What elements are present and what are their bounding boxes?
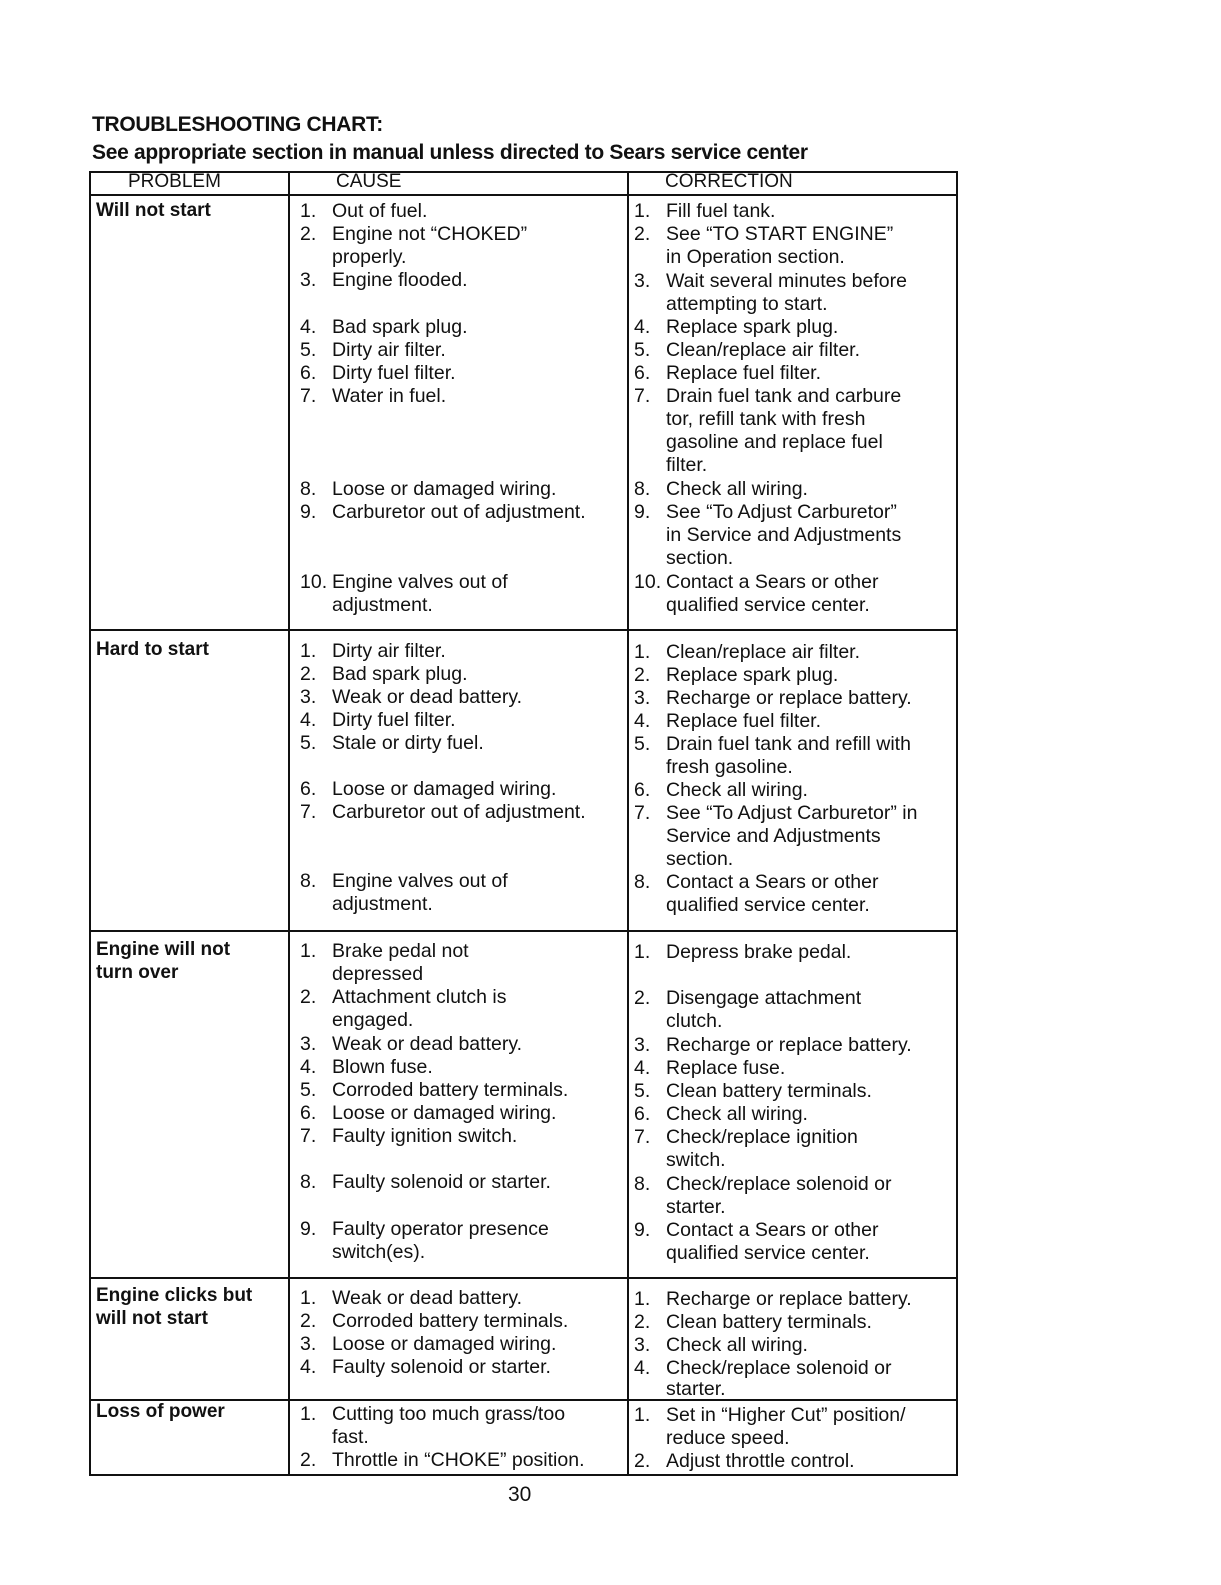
item-text: Replace fuel filter. (666, 362, 822, 384)
item-number: 2. (300, 1310, 317, 1332)
problem-label-continuation: will not start (96, 1308, 208, 1329)
item-number: 1. (634, 1288, 651, 1310)
item-number: 6. (634, 362, 651, 384)
item-text: Check/replace solenoid or (666, 1357, 892, 1379)
item-number: 9. (634, 1219, 651, 1241)
item-text: Check all wiring. (666, 1334, 808, 1356)
item-text: starter. (666, 1196, 726, 1218)
item-number: 3. (300, 269, 317, 291)
item-number: 1. (300, 200, 317, 222)
item-text: Dirty air filter. (332, 640, 446, 662)
item-text: Drain fuel tank and carbure (666, 385, 902, 407)
item-number: 2. (300, 663, 317, 685)
item-text: Faulty ignition switch. (332, 1125, 518, 1147)
row-divider (89, 930, 958, 932)
item-number: 2. (300, 223, 317, 245)
item-text: Bad spark plug. (332, 663, 468, 685)
item-number: 1. (634, 641, 651, 663)
item-text: in Service and Adjustments (666, 524, 902, 546)
item-text: Water in fuel. (332, 385, 447, 407)
item-number: 3. (634, 1034, 651, 1056)
item-text: Out of fuel. (332, 200, 428, 222)
item-text: Set in “Higher Cut” position/ (666, 1404, 906, 1426)
item-number: 2. (300, 986, 317, 1008)
item-text: Disengage attachment (666, 987, 862, 1009)
item-number: 8. (634, 478, 651, 500)
item-number: 9. (634, 501, 651, 523)
item-text: Contact a Sears or other (666, 871, 879, 893)
item-number: 5. (300, 339, 317, 361)
item-number: 7. (634, 385, 651, 407)
page-number: 30 (508, 1483, 532, 1506)
item-text: Drain fuel tank and refill with (666, 733, 911, 755)
item-text: Recharge or replace battery. (666, 1034, 912, 1056)
item-text: Replace fuse. (666, 1057, 786, 1079)
item-number: 10. (300, 571, 328, 593)
item-text: Engine valves out of (332, 571, 508, 593)
item-text: Engine not “CHOKED” (332, 223, 528, 245)
item-text: engaged. (332, 1009, 414, 1031)
item-number: 1. (300, 940, 317, 962)
item-text: Carburetor out of adjustment. (332, 501, 586, 523)
item-number: 4. (300, 316, 317, 338)
item-text: qualified service center. (666, 894, 870, 916)
item-number: 5. (634, 733, 651, 755)
item-text: gasoline and replace fuel (666, 431, 883, 453)
item-text: clutch. (666, 1010, 723, 1032)
item-text: Replace spark plug. (666, 316, 839, 338)
item-number: 6. (634, 1103, 651, 1125)
item-text: Service and Adjustments (666, 825, 881, 847)
item-text: Check all wiring. (666, 478, 808, 500)
item-text: Adjust throttle control. (666, 1450, 855, 1472)
item-text: Weak or dead battery. (332, 686, 523, 708)
item-number: 3. (300, 1333, 317, 1355)
item-text: See “To Adjust Carburetor” (666, 501, 897, 523)
problem-label: Loss of power (96, 1401, 225, 1422)
item-text: in Operation section. (666, 246, 845, 268)
item-number: 7. (300, 385, 317, 407)
item-number: 8. (300, 1171, 317, 1193)
item-number: 4. (634, 1357, 651, 1379)
item-text: Throttle in “CHOKE” position. (332, 1449, 585, 1471)
item-number: 6. (300, 362, 317, 384)
item-number: 2. (634, 223, 651, 245)
item-text: Attachment clutch is (332, 986, 507, 1008)
item-number: 4. (300, 709, 317, 731)
item-text: Faulty solenoid or starter. (332, 1171, 551, 1193)
item-text: switch. (666, 1149, 726, 1171)
item-number: 6. (300, 778, 317, 800)
item-text: Depress brake pedal. (666, 941, 852, 963)
item-text: Bad spark plug. (332, 316, 468, 338)
item-number: 8. (300, 478, 317, 500)
item-number: 7. (634, 802, 651, 824)
item-text: Replace spark plug. (666, 664, 839, 686)
item-number: 5. (300, 732, 317, 754)
item-text: adjustment. (332, 594, 433, 616)
item-number: 3. (634, 1334, 651, 1356)
item-text: Dirty air filter. (332, 339, 446, 361)
item-number: 2. (634, 1311, 651, 1333)
item-text: Weak or dead battery. (332, 1033, 523, 1055)
item-number: 7. (634, 1126, 651, 1148)
item-number: 3. (634, 270, 651, 292)
item-number: 8. (300, 870, 317, 892)
chart-subtitle: See appropriate section in manual unless directed to Sears service center (92, 141, 808, 164)
item-text: Corroded battery terminals. (332, 1310, 569, 1332)
item-text: Check/replace solenoid or (666, 1173, 892, 1195)
item-text: Dirty fuel filter. (332, 362, 456, 384)
item-text: Check/replace ignition (666, 1126, 858, 1148)
item-number: 9. (300, 1218, 317, 1240)
item-text: Dirty fuel filter. (332, 709, 456, 731)
item-number: 4. (300, 1056, 317, 1078)
item-text: qualified service center. (666, 594, 870, 616)
item-text: reduce speed. (666, 1427, 790, 1449)
item-number: 1. (634, 1404, 651, 1426)
column-header-cause: CAUSE (336, 171, 402, 192)
item-number: 6. (300, 1102, 317, 1124)
item-number: 4. (300, 1356, 317, 1378)
item-number: 2. (634, 1450, 651, 1472)
item-text: Contact a Sears or other (666, 1219, 879, 1241)
column-header-correction: CORRECTION (665, 171, 793, 192)
item-number: 8. (634, 871, 651, 893)
item-text: Carburetor out of adjustment. (332, 801, 586, 823)
item-number: 7. (300, 801, 317, 823)
item-text: Recharge or replace battery. (666, 687, 912, 709)
item-number: 2. (300, 1449, 317, 1471)
item-text: Clean/replace air filter. (666, 641, 861, 663)
problem-label: Engine will not (96, 939, 231, 960)
item-number: 8. (634, 1173, 651, 1195)
problem-label: Will not start (96, 200, 211, 221)
item-number: 5. (634, 339, 651, 361)
item-text: Brake pedal not (332, 940, 469, 962)
item-text: Cutting too much grass/too (332, 1403, 566, 1425)
item-text: Fill fuel tank. (666, 200, 776, 222)
item-text: Engine valves out of (332, 870, 508, 892)
item-text: Check all wiring. (666, 779, 808, 801)
item-text: Engine flooded. (332, 269, 468, 291)
row-divider (89, 629, 958, 631)
item-text: tor, refill tank with fresh (666, 408, 866, 430)
item-number: 2. (634, 664, 651, 686)
item-text: Blown fuse. (332, 1056, 433, 1078)
item-number: 1. (300, 1287, 317, 1309)
item-text: fresh gasoline. (666, 756, 793, 778)
item-text: Stale or dirty fuel. (332, 732, 484, 754)
item-text: attempting to start. (666, 293, 828, 315)
item-number: 4. (634, 1057, 651, 1079)
item-text: adjustment. (332, 893, 433, 915)
item-text: properly. (332, 246, 407, 268)
item-number: 1. (300, 1403, 317, 1425)
item-text: Clean battery terminals. (666, 1080, 872, 1102)
item-text: Clean battery terminals. (666, 1311, 872, 1333)
problem-label: Engine clicks but (96, 1285, 253, 1306)
item-text: Loose or damaged wiring. (332, 478, 557, 500)
item-text: Faulty solenoid or starter. (332, 1356, 551, 1378)
item-text: depressed (332, 963, 424, 985)
item-text: Check all wiring. (666, 1103, 808, 1125)
item-text: filter. (666, 454, 708, 476)
item-text: Clean/replace air filter. (666, 339, 861, 361)
chart-title: TROUBLESHOOTING CHART: (92, 113, 383, 136)
item-number: 6. (634, 779, 651, 801)
table-bottom-border (89, 1474, 958, 1476)
item-number: 7. (300, 1125, 317, 1147)
problem-label-continuation: turn over (96, 962, 179, 983)
item-number: 3. (300, 686, 317, 708)
item-number: 10. (634, 571, 662, 593)
item-text: Contact a Sears or other (666, 571, 879, 593)
item-number: 9. (300, 501, 317, 523)
item-number: 1. (634, 941, 651, 963)
header-underline (89, 194, 958, 196)
item-number: 1. (634, 200, 651, 222)
item-text: Loose or damaged wiring. (332, 1333, 557, 1355)
item-number: 3. (300, 1033, 317, 1055)
item-text: section. (666, 547, 734, 569)
item-text: Replace fuel filter. (666, 710, 822, 732)
item-text: starter. (666, 1378, 726, 1400)
item-number: 5. (634, 1080, 651, 1102)
problem-label: Hard to start (96, 639, 209, 660)
item-text: See “To Adjust Carburetor” in (666, 802, 918, 824)
item-text: Loose or damaged wiring. (332, 1102, 557, 1124)
item-text: Wait several minutes before (666, 270, 907, 292)
item-number: 2. (634, 987, 651, 1009)
item-number: 5. (300, 1079, 317, 1101)
row-divider (89, 1277, 958, 1279)
item-text: fast. (332, 1426, 369, 1448)
item-text: switch(es). (332, 1241, 426, 1263)
item-number: 1. (300, 640, 317, 662)
item-text: Faulty operator presence (332, 1218, 549, 1240)
item-text: Loose or damaged wiring. (332, 778, 557, 800)
item-number: 3. (634, 687, 651, 709)
item-text: Recharge or replace battery. (666, 1288, 912, 1310)
item-number: 4. (634, 710, 651, 732)
column-header-problem: PROBLEM (128, 171, 221, 192)
item-text: section. (666, 848, 734, 870)
item-text: See “TO START ENGINE” (666, 223, 894, 245)
item-text: Weak or dead battery. (332, 1287, 523, 1309)
item-text: qualified service center. (666, 1242, 870, 1264)
item-text: Corroded battery terminals. (332, 1079, 569, 1101)
item-number: 4. (634, 316, 651, 338)
